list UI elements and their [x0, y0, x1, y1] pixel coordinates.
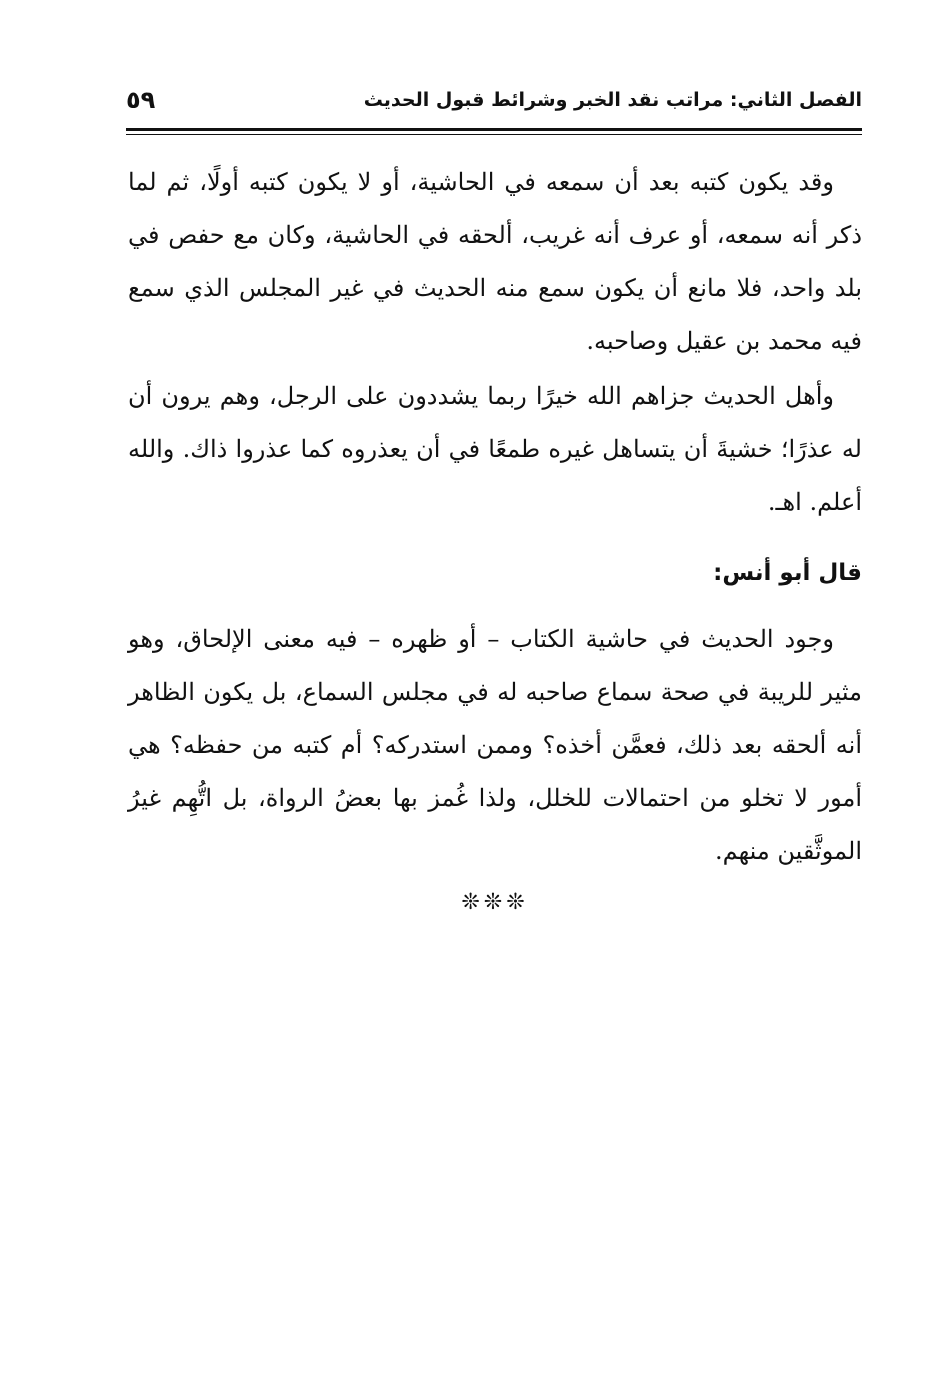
header-rule-thin: [126, 134, 862, 135]
page-header: [126, 78, 862, 122]
paragraph-3: وجود الحديث في حاشية الكتاب – أو ظهره – فيه معنى الإلحاق، وهو مثير للريبة في صحة سماع صاحبه له في مجلس السماع، بل يكون الظاهر أنه ألحقه بعد ذلك، فعمَّن أخذه؟ وممن استدركه؟ أم كتبه من حفظه؟ هي أمور لا تخلو من احتمالات للخلل، ولذا غُمز بها بعضُ الرواة، بل اتُّهِم غيرُ الموثَّقين منهم.: [128, 625, 862, 865]
paragraph-2: وأهل الحديث جزاهم الله خيرًا ربما يشددون على الرجل، وهم يرون أن له عذرًا؛ خشيةَ أن يتساهل غيره طمعًا في أن يعذروه كما عذروا ذاك. والله أعلم. اهـ.: [128, 382, 862, 516]
section-heading: قال أبو أنس:: [713, 560, 862, 586]
page-number: ٥٩: [126, 86, 156, 114]
paragraph-1: وقد يكون كتبه بعد أن سمعه في الحاشية، أو لا يكون كتبه أولًا، ثم لما ذكر أنه سمعه، أو عرف أنه غريب، ألحقه في الحاشية، وكان مع حفص في بلد واحد، فلا مانع أن يكون سمع منه الحديث في غير المجلس الذي سمع فيه محمد بن عقيل وصاحبه.: [128, 168, 863, 355]
header-rule-thick: [126, 128, 862, 131]
page-body: [128, 156, 862, 915]
section-divider: ❊❊❊: [461, 890, 529, 915]
running-title: الفصل الثاني: مراتب نقد الخبر وشرائط قبول الحديث: [363, 89, 862, 111]
